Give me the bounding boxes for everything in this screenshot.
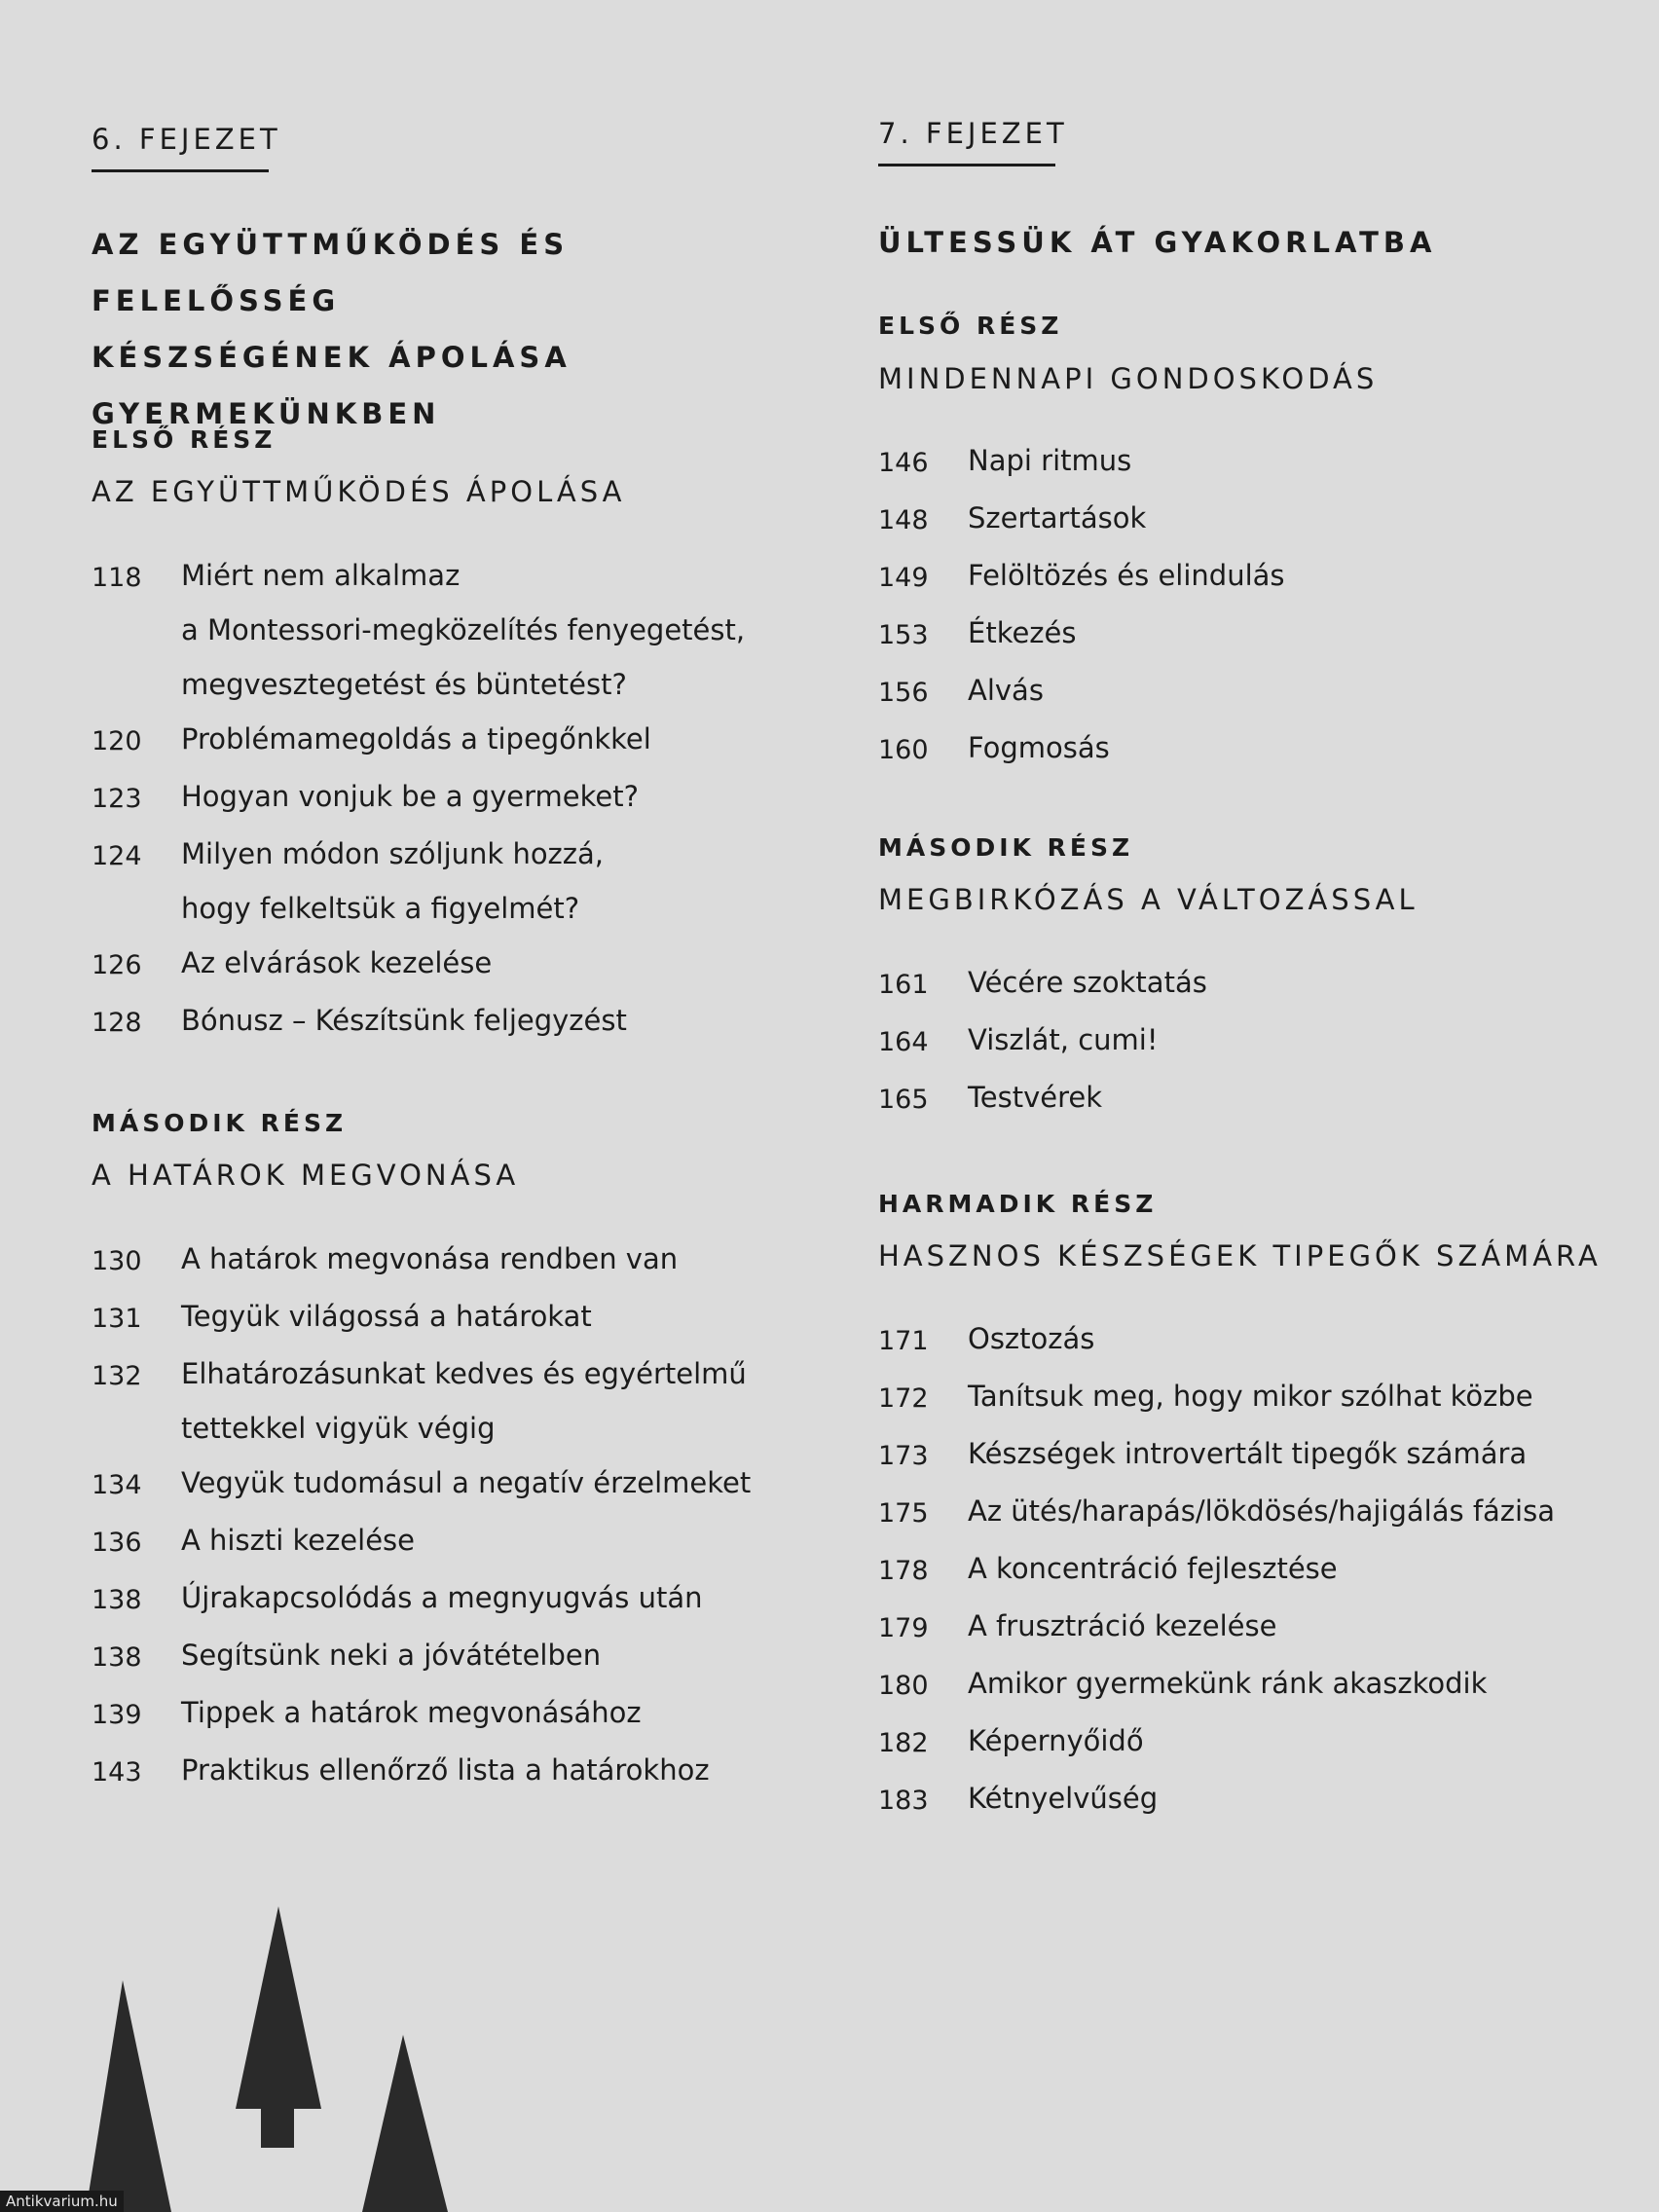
- toc-entry: [878, 606, 1618, 663]
- tree-icon: [362, 2035, 448, 2212]
- page-number: 175: [878, 1498, 929, 1529]
- toc-entry: [878, 1484, 1618, 1541]
- toc-entry: [878, 1714, 1618, 1771]
- entry-title: A koncentráció fejlesztése: [968, 1552, 1338, 1585]
- page-number: 183: [878, 1786, 929, 1816]
- toc-entry: [92, 1570, 831, 1628]
- entry-title: Vécére szoktatás: [968, 966, 1207, 999]
- part-title: MINDENNAPI GONDOSKODÁS: [878, 362, 1379, 395]
- page-number: 143: [92, 1757, 142, 1788]
- page-number: 132: [92, 1361, 142, 1391]
- page-number: 179: [878, 1613, 929, 1643]
- entry-title: Elhatározásunkat kedves és egyértelmű tettekkel vigyük végig: [181, 1357, 747, 1445]
- page-number: 161: [878, 970, 929, 1000]
- toc-entry: [92, 827, 831, 936]
- entry-title: Az ütés/harapás/lökdösés/hajigálás fázisa: [968, 1494, 1555, 1528]
- toc-entry: [92, 993, 831, 1051]
- entry-title: Kétnyelvűség: [968, 1782, 1159, 1815]
- toc-entry: [878, 433, 1618, 491]
- page-number: 130: [92, 1246, 142, 1276]
- chapter-title-text: AZ EGYÜTTMŰKÖDÉS ÉS FELELŐSSÉG KÉSZSÉGÉNEK ÁPOLÁSA GYERMEKÜNKBEN: [92, 228, 571, 430]
- toc-entry: [878, 1369, 1618, 1426]
- page-number: 172: [878, 1383, 929, 1414]
- entry-title: A frusztráció kezelése: [968, 1609, 1277, 1642]
- page-number: 180: [878, 1671, 929, 1701]
- page-number: 156: [878, 678, 929, 708]
- page-number: 138: [92, 1642, 142, 1673]
- entry-title: Tegyük világossá a határokat: [181, 1300, 592, 1333]
- toc-entry: [92, 548, 831, 712]
- toc-entry: [92, 1743, 831, 1800]
- entry-title: Felöltözés és elindulás: [968, 559, 1285, 592]
- page-number: 178: [878, 1556, 929, 1586]
- page-number: 146: [878, 448, 929, 478]
- toc-entry: [92, 1513, 831, 1570]
- page-number: 165: [878, 1085, 929, 1115]
- part-title: HASZNOS KÉSZSÉGEK TIPEGŐK SZÁMÁRA: [878, 1239, 1602, 1272]
- entry-title: Alvás: [968, 674, 1044, 707]
- page-number: 128: [92, 1008, 142, 1038]
- part-title: MEGBIRKÓZÁS A VÁLTOZÁSSAL: [878, 883, 1419, 916]
- tree-illustration: [0, 1889, 584, 2212]
- chapter-label: 6. FEJEZET: [92, 123, 281, 172]
- chapter-label: 7. FEJEZET: [878, 117, 1068, 166]
- entry-title: Bónusz – Készítsünk feljegyzést: [181, 1004, 627, 1037]
- toc-entry: [878, 1541, 1618, 1599]
- entry-title: Viszlát, cumi!: [968, 1023, 1159, 1056]
- entry-title: A határok megvonása rendben van: [181, 1242, 679, 1275]
- toc-entry: [92, 1346, 831, 1456]
- entry-title: Készségek introvertált tipegők számára: [968, 1437, 1528, 1470]
- toc-entry: [92, 1456, 831, 1513]
- page-number: 149: [878, 563, 929, 593]
- toc-entry: [92, 1232, 831, 1289]
- entry-title: Fogmosás: [968, 731, 1110, 764]
- page-number: 136: [92, 1528, 142, 1558]
- part-label: ELSŐ RÉSZ: [92, 425, 276, 454]
- page-number: 153: [878, 620, 929, 650]
- part-label: MÁSODIK RÉSZ: [92, 1109, 348, 1137]
- part-title: AZ EGYÜTTMŰKÖDÉS ÁPOLÁSA: [92, 475, 626, 508]
- page-number: 160: [878, 735, 929, 765]
- entry-title: Étkezés: [968, 616, 1077, 649]
- toc-entry: [878, 491, 1618, 548]
- toc-list: [878, 433, 1618, 778]
- entry-title: A hiszti kezelése: [181, 1524, 415, 1557]
- toc-entry: [878, 1656, 1618, 1714]
- entry-title: Milyen módon szóljunk hozzá, hogy felkeltsük a figyelmét?: [181, 837, 604, 925]
- page-number: 173: [878, 1441, 929, 1471]
- page-number: 134: [92, 1470, 142, 1500]
- entry-title: Problémamegoldás a tipegőnkkel: [181, 722, 651, 756]
- page-number: 124: [92, 841, 142, 871]
- entry-title: Segítsünk neki a jóvátételben: [181, 1639, 602, 1672]
- toc-entry: [878, 548, 1618, 606]
- toc-entry: [92, 1628, 831, 1685]
- entry-title: Miért nem alkalmaz a Montessori-megközelítés fenyegetést, megvesztegetést és büntetést?: [181, 559, 746, 701]
- entry-title: Hogyan vonjuk be a gyermeket?: [181, 780, 639, 813]
- toc-entry: [878, 1599, 1618, 1656]
- chapter-title: [92, 216, 812, 442]
- page-number: 118: [92, 563, 142, 593]
- toc-entry: [878, 955, 1618, 1013]
- entry-title: Amikor gyermekünk ránk akaszkodik: [968, 1667, 1488, 1700]
- chapter-title: ÜLTESSÜK ÁT GYAKORLATBA: [878, 226, 1437, 259]
- entry-title: Osztozás: [968, 1322, 1095, 1355]
- page-number: 171: [878, 1326, 929, 1356]
- toc-entry: [92, 936, 831, 993]
- toc-list: [92, 1232, 831, 1800]
- toc-entry: [878, 663, 1618, 720]
- part-label: ELSŐ RÉSZ: [878, 312, 1063, 340]
- toc-entry: [878, 1771, 1618, 1828]
- entry-title: Tippek a határok megvonásához: [181, 1696, 642, 1729]
- entry-title: Vegyük tudomásul a negatív érzelmeket: [181, 1466, 752, 1499]
- toc-entry: [878, 1013, 1618, 1070]
- part-title: A HATÁROK MEGVONÁSA: [92, 1159, 520, 1192]
- toc-entry: [92, 769, 831, 827]
- toc-entry: [92, 1685, 831, 1743]
- tree-icon: [86, 1980, 171, 2212]
- watermark: Antikvarium.hu: [0, 2191, 124, 2212]
- part-label: HARMADIK RÉSZ: [878, 1190, 1158, 1218]
- entry-title: Újrakapcsolódás a megnyugvás után: [181, 1581, 703, 1614]
- toc-entry: [92, 1289, 831, 1346]
- tree-trunk: [261, 2109, 294, 2148]
- entry-title: Testvérek: [968, 1081, 1103, 1114]
- page-number: 164: [878, 1027, 929, 1057]
- page-number: 182: [878, 1728, 929, 1758]
- page-number: 123: [92, 784, 142, 814]
- tree-icon: [236, 1906, 321, 2109]
- page-number: 120: [92, 726, 142, 756]
- page-number: 126: [92, 950, 142, 980]
- toc-list: [878, 1311, 1618, 1828]
- toc-entry: [878, 1311, 1618, 1369]
- page-number: 131: [92, 1304, 142, 1334]
- entry-title: Az elvárások kezelése: [181, 946, 493, 979]
- toc-list: [92, 548, 831, 1051]
- page-number: 138: [92, 1585, 142, 1615]
- entry-title: Napi ritmus: [968, 444, 1132, 477]
- entry-title: Képernyőidő: [968, 1724, 1144, 1757]
- page-number: 148: [878, 505, 929, 535]
- toc-list: [878, 955, 1618, 1127]
- entry-title: Szertartások: [968, 501, 1147, 535]
- entry-title: Praktikus ellenőrző lista a határokhoz: [181, 1753, 710, 1787]
- page-number: 139: [92, 1700, 142, 1730]
- toc-entry: [878, 1426, 1618, 1484]
- toc-entry: [878, 720, 1618, 778]
- toc-entry: [878, 1070, 1618, 1127]
- part-label: MÁSODIK RÉSZ: [878, 833, 1134, 862]
- toc-entry: [92, 712, 831, 769]
- entry-title: Tanítsuk meg, hogy mikor szólhat közbe: [968, 1380, 1533, 1413]
